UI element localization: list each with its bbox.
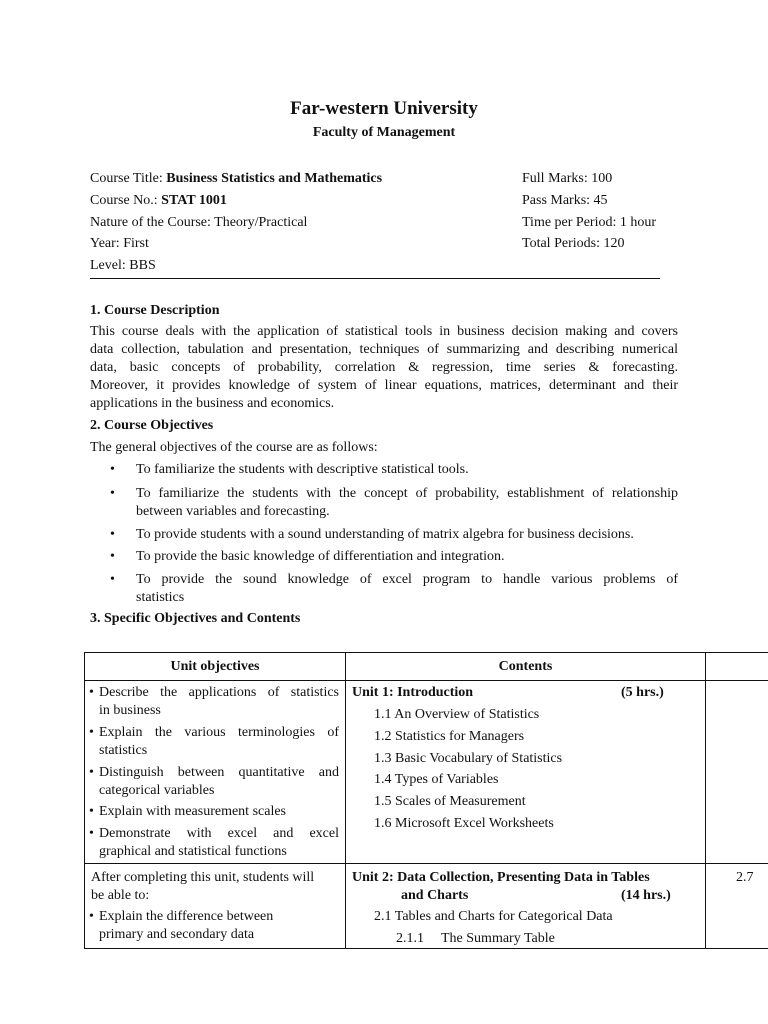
year-value: First — [123, 236, 149, 252]
bullet-icon: • — [89, 685, 94, 700]
bullet-icon: • — [89, 725, 94, 740]
year-label: Year: — [90, 236, 124, 252]
time-per-period: Time per Period: 1 hour — [522, 214, 657, 230]
course-no-value: STAT 1001 — [161, 192, 227, 208]
unit2-title: Unit 2: Data Collection, Presenting Data in Tables — [352, 870, 650, 885]
nature-label: Nature of the Course: — [90, 214, 215, 230]
objective-text — [99, 825, 339, 861]
unit2-intro-line: be able to: — [91, 888, 150, 903]
bullet-icon: • — [89, 804, 94, 819]
unit2-hours: (14 hrs.) — [621, 888, 671, 903]
objective-line: Describe the applications of statistics — [99, 685, 339, 700]
table-cell-unit1-third — [705, 680, 768, 864]
faculty-name: Faculty of Management — [312, 125, 456, 140]
table-cell-unit1-objectives — [84, 680, 346, 864]
course-no-label: Course No.: — [90, 192, 162, 208]
content-item: 1.5 Scales of Measurement — [374, 794, 526, 809]
list-item-text-continued: statistics — [136, 589, 185, 605]
table-cell-unit2-objectives — [84, 863, 346, 949]
description-line: Moreover, it provides knowledge of system of linear equations, matrices, determinant and their — [90, 378, 678, 393]
description-line: data, basic concepts of probability, correlation & regression, time series & forecasting. — [90, 360, 678, 375]
objective-line: Explain the various terminologies of — [99, 725, 339, 740]
list-item-text: To provide students with a sound understanding of matrix algebra for business decisions. — [136, 527, 634, 542]
table-cell-unit2-third — [705, 863, 768, 949]
list-item-text: To provide the sound knowledge of excel program to handle various problems of — [136, 572, 678, 587]
bullet-icon: • — [89, 909, 94, 924]
unit2-title-continued: and Charts — [401, 888, 469, 903]
list-item-text: To familiarize the students with descriptive statistical tools. — [136, 462, 469, 477]
bullet-icon: • — [89, 765, 94, 780]
objective-text: Explain with measurement scales — [99, 804, 286, 819]
bullet-icon: • — [89, 826, 94, 841]
content-item: 2.1 Tables and Charts for Categorical Data — [374, 909, 613, 924]
table-cell-unit2-contents — [345, 863, 706, 949]
section1-heading: 1. Course Description — [90, 303, 220, 318]
table-cell-unit1-contents — [345, 680, 706, 864]
objective-text — [99, 684, 339, 720]
unit2-objective-line: primary and secondary data — [99, 927, 255, 942]
full-marks: Full Marks: 100 — [522, 171, 613, 186]
objective-line: Demonstrate with excel and excel — [99, 826, 339, 841]
list-item-text: To provide the basic knowledge of differentiation and integration. — [136, 549, 505, 564]
bullet-icon: • — [110, 486, 115, 501]
description-line: data collection, tabulation and presentation, techniques of summarizing and describing numerical — [90, 342, 678, 357]
list-item-text: To familiarize the students with the concept of probability, establishment of relationship — [136, 486, 678, 501]
total-periods: Total Periods: 120 — [522, 236, 625, 252]
objective-text — [99, 764, 339, 800]
unit2-third-value: 2.7 — [736, 870, 754, 885]
objective-line: categorical variables — [99, 783, 215, 798]
table-header-objectives: Unit objectives — [84, 652, 346, 681]
section3-heading: 3. Specific Objectives and Contents — [90, 611, 301, 626]
unit2-objective-line: Explain the difference between — [99, 909, 274, 924]
content-item: 1.4 Types of Variables — [374, 772, 499, 787]
table-header-contents: Contents — [345, 652, 706, 681]
level-value: BBS — [129, 258, 156, 274]
bullet-icon: • — [110, 527, 115, 542]
unit2-intro-line: After completing this unit, students will — [91, 870, 315, 885]
content-item: The Summary Table — [441, 931, 555, 946]
content-item: 1.1 An Overview of Statistics — [374, 707, 540, 722]
objective-text — [99, 724, 339, 760]
bullet-icon: • — [110, 549, 115, 564]
description-line: This course deals with the application of statistical tools in business decision making and covers — [90, 324, 678, 339]
bullet-icon: • — [110, 572, 115, 587]
content-item: 1.3 Basic Vocabulary of Statistics — [374, 751, 563, 766]
course-title-label: Course Title: — [90, 171, 167, 186]
objective-line: graphical and statistical functions — [99, 844, 287, 859]
bullet-icon: • — [110, 462, 115, 477]
content-item: 1.6 Microsoft Excel Worksheets — [374, 816, 554, 831]
university-name: Far-western University — [290, 98, 478, 119]
objectives-intro: The general objectives of the course are as follows: — [90, 440, 378, 455]
description-line: applications in the business and economics. — [90, 396, 335, 411]
course-title-value: Business Statistics and Mathematics — [166, 171, 383, 186]
objective-line: Distinguish between quantitative and — [99, 765, 339, 780]
unit1-title: Unit 1: Introduction — [352, 685, 474, 700]
table-header-third — [705, 652, 768, 681]
level-label: Level: — [90, 258, 130, 274]
section2-heading: 2. Course Objectives — [90, 418, 214, 433]
list-item-text-continued: between variables and forecasting. — [136, 503, 330, 519]
unit1-hours: (5 hrs.) — [621, 685, 664, 700]
objective-line: statistics — [99, 743, 148, 758]
content-item-number: 2.1.1 — [396, 931, 424, 946]
nature-value: Theory/Practical — [214, 214, 308, 230]
pass-marks: Pass Marks: 45 — [522, 192, 608, 208]
content-item: 1.2 Statistics for Managers — [374, 729, 525, 744]
objective-line: in business — [99, 703, 161, 718]
